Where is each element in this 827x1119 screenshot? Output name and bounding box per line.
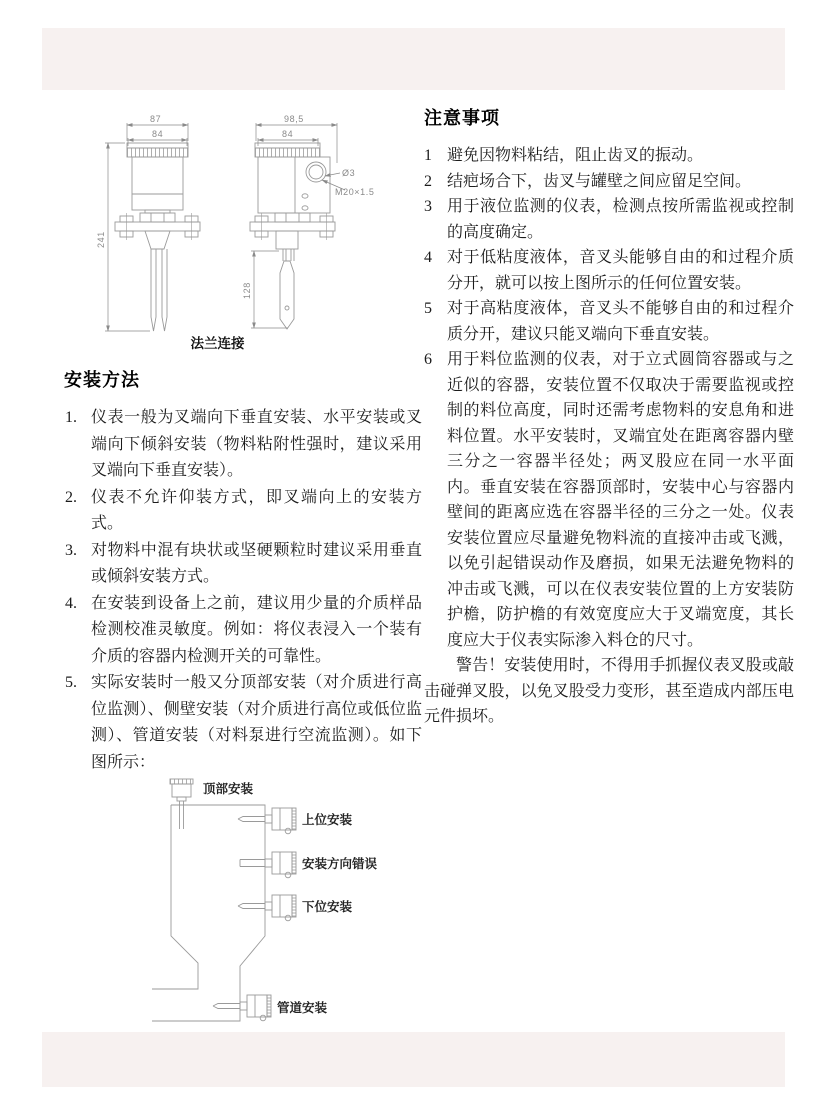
flange-dimension-drawing	[95, 105, 395, 335]
dim-front-height: 241	[96, 231, 106, 248]
item-text: 仪表不允许仰装方式，即叉端向上的安装方式。	[91, 488, 422, 532]
low-position-instrument	[238, 895, 296, 921]
notice-item-1	[424, 143, 794, 169]
dim-fork-length: 128	[242, 282, 252, 299]
item-text: 在安装到设备上之前，建议用少量的介质样品检测校准灵敏度。例如：将仪表浸入一个装有介质的容器内检测开关的可靠性。	[91, 594, 422, 665]
warning-paragraph: 警告！安装使用时，不得用手抓握仪表叉股或敲击碰弹叉股，以免叉股受力变形，甚至造成内部压电元件损坏。	[424, 657, 794, 725]
item-number: 6	[424, 351, 432, 368]
front-view	[115, 143, 200, 331]
install-item-4	[64, 591, 422, 671]
top-mounted-instrument	[170, 779, 193, 829]
install-item-3	[64, 538, 422, 591]
notice-item-4	[424, 245, 794, 296]
item-number: 4.	[65, 594, 77, 612]
label-pipe-install: 管道安装	[277, 1001, 328, 1015]
item-text: 用于液位监测的仪表，检测点按所需监视或控制的高度确定。	[447, 198, 794, 241]
installation-section	[64, 366, 422, 776]
label-low-install: 下位安装	[302, 900, 353, 914]
item-number: 3	[424, 198, 432, 215]
side-view	[250, 143, 335, 329]
installation-heading: 安装方法	[64, 370, 140, 390]
item-text: 仪表一般为叉端向下垂直安装、水平安装或叉端向下倾斜安装（物料粘附性强时，建议采用叉端向下垂直安装）。	[91, 409, 422, 479]
notice-item-5	[424, 296, 794, 347]
installation-position-diagram	[130, 776, 430, 1032]
dim-front-cap: 84	[152, 129, 164, 139]
dim-front-width: 87	[150, 114, 162, 124]
drawing-caption: 法兰连接	[190, 336, 245, 351]
item-number: 5	[424, 300, 432, 317]
item-text: 用于料位监测的仪表，对于立式圆筒容器或与之近似的容器，安装位置不仅取决于需要监视或控制的料位高度，同时还需考虑物料的安息角和进料位置。水平安装时，叉端宜处在距离容器内壁三分之一容器半径处；两叉股应在同一水平面内。垂直安装在容器顶部时，安装中心与容器内壁间的距离应选在容器半径的三分之一处。仪表安装位置应尽量避免物料流的直接冲击或飞溅，以免引起错误动作及磨损，如果无法避免物料的冲击或飞溅，可以在仪表安装位置的上方安装防护檐，防护檐的有效宽度应大于叉端宽度，其长度应大于仪表实际渗入料仓的尺寸。	[447, 351, 794, 649]
item-text: 对物料中混有块状或坚硬颗粒时建议采用垂直或倾斜安装方式。	[91, 541, 422, 585]
notice-item-2	[424, 169, 794, 195]
item-number: 2	[424, 172, 432, 190]
install-item-5	[64, 670, 422, 776]
pipe-mounted-instrument	[213, 995, 271, 1021]
install-item-1	[64, 405, 422, 485]
vessel-outline	[152, 805, 265, 1021]
item-text: 避免因物料粘结，阻止齿叉的振动。	[447, 147, 704, 164]
dim-side-cap: 84	[282, 129, 294, 139]
label-top-install: 顶部安装	[203, 782, 254, 796]
item-number: 3.	[65, 541, 77, 559]
bottom-decoration-band	[42, 1032, 785, 1087]
notice-item-6	[424, 347, 794, 653]
top-decoration-band	[42, 28, 785, 90]
item-text: 结疤场合下，齿叉与罐壁之间应留足空间。	[447, 172, 752, 190]
notice-item-3	[424, 194, 794, 245]
notice-heading: 注意事项	[424, 108, 500, 128]
item-number: 1.	[65, 409, 77, 426]
item-number: 1	[424, 147, 432, 164]
item-number: 5.	[65, 674, 77, 691]
item-text: 实际安装时一般又分顶部安装（对介质进行高位监测）、侧壁安装（对介质进行高位或低位监测）、管道安装（对料泵进行空流监测）。如下图所示：	[91, 674, 422, 771]
label-wrong-direction: 安装方向错误	[302, 857, 378, 871]
dim-gland-hole: Ø3	[342, 168, 356, 178]
item-number: 2.	[65, 488, 77, 506]
notice-section	[424, 104, 794, 730]
wrong-direction-instrument	[240, 852, 296, 878]
item-number: 4	[424, 249, 432, 266]
dim-side-width: 98,5	[284, 114, 304, 124]
label-high-install: 上位安装	[302, 813, 353, 827]
install-item-2	[64, 485, 422, 538]
item-text: 对于高粘度液体，音叉头不能够自由的和过程介质分开，建议只能叉端向下垂直安装。	[447, 300, 794, 343]
item-text: 对于低粘度液体，音叉头能够自由的和过程介质分开，就可以按上图所示的任何位置安装。	[447, 249, 794, 292]
dim-gland-thread: M20×1.5	[335, 187, 375, 197]
high-position-instrument	[238, 808, 296, 834]
